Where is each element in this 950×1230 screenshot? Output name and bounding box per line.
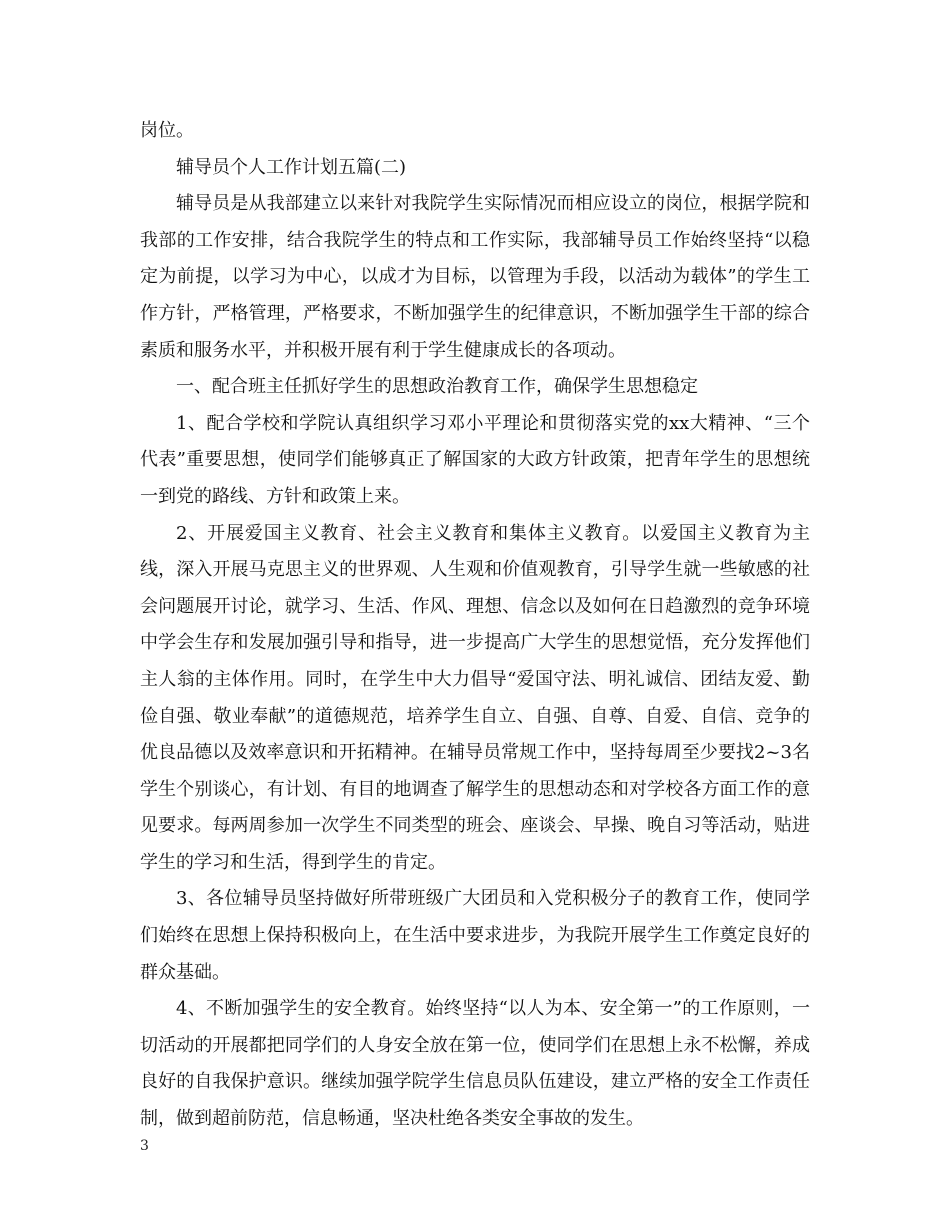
paragraph-item-3: 3、各位辅导员坚持做好所带班级广大团员和入党积极分子的教育工作，使同学们始终在思想上保持积极向上，在生活中要求进步，为我院开展学生工作奠定良好的群众基础。	[140, 888, 810, 983]
paragraph-intro: 辅导员是从我部建立以来针对我院学生实际情况而相应设立的岗位，根据学院和我部的工作安排，结合我院学生的特点和工作实际，我部辅导员工作始终坚持“以稳定为前提，以学习为中心，以成才为目标，以管理为手段，以活动为载体”的学生工作方针，严格管理，严格要求，不断加强学生的纪律意识，不断加强学生干部的综合素质和服务水平，并积极开展有利于学生健康成长的各项动。	[140, 193, 810, 361]
paragraph-item-2: 2、开展爱国主义教育、社会主义教育和集体主义教育。以爱国主义教育为主线，深入开展马克思主义的世界观、人生观和价值观教育，引导学生就一些敏感的社会问题展开讨论，就学习、生活、作风、理想、信念以及如何在日趋激烈的竞争环境中学会生存和发展加强引导和指导，进一步提高广大学生的思想觉悟，充分发挥他们主人翁的主体作用。同时，在学生中大力倡导“爱国守法、明礼诚信、团结友爱、勤俭自强、敬业奉献”的道德规范，培养学生自立、自强、自尊、自爱、自信、竞争的优良品德以及效率意识和开拓精神。在辅导员常规工作中，坚持每周至少要找2~3名学生个别谈心，有计划、有目的地调查了解学生的思想动态和对学校各方面工作的意见要求。每两周参加一次学生不同类型的班会、座谈会、早操、晚自习等活动，贴进学生的学习和生活，得到学生的肯定。	[140, 522, 810, 873]
page-number: 3	[140, 1138, 149, 1154]
paragraph-item-1: 1、配合学校和学院认真组织学习邓小平理论和贯彻落实党的xx大精神、“三个代表”重要思想，使同学们能够真正了解国家的大政方针政策，把青年学生的思想统一到党的路线、方针和政策上来。	[140, 412, 810, 507]
paragraph-continuation: 岗位。	[140, 120, 194, 141]
document-body	[140, 113, 810, 1138]
section-heading: 辅导员个人工作计划五篇(二)	[176, 156, 407, 178]
paragraph-item-4: 4、不断加强学生的安全教育。始终坚持“以人为本、安全第一”的工作原则，一切活动的开展都把同学们的人身安全放在第一位，使同学们在思想上永不松懈，养成良好的自我保护意识。继续加强学院学生信息员队伍建设，建立严格的安全工作责任制，做到超前防范，信息畅通，坚决杜绝各类安全事故的发生。	[140, 998, 810, 1130]
subsection-heading: 一、配合班主任抓好学生的思想政治教育工作，确保学生思想稳定	[176, 376, 698, 398]
